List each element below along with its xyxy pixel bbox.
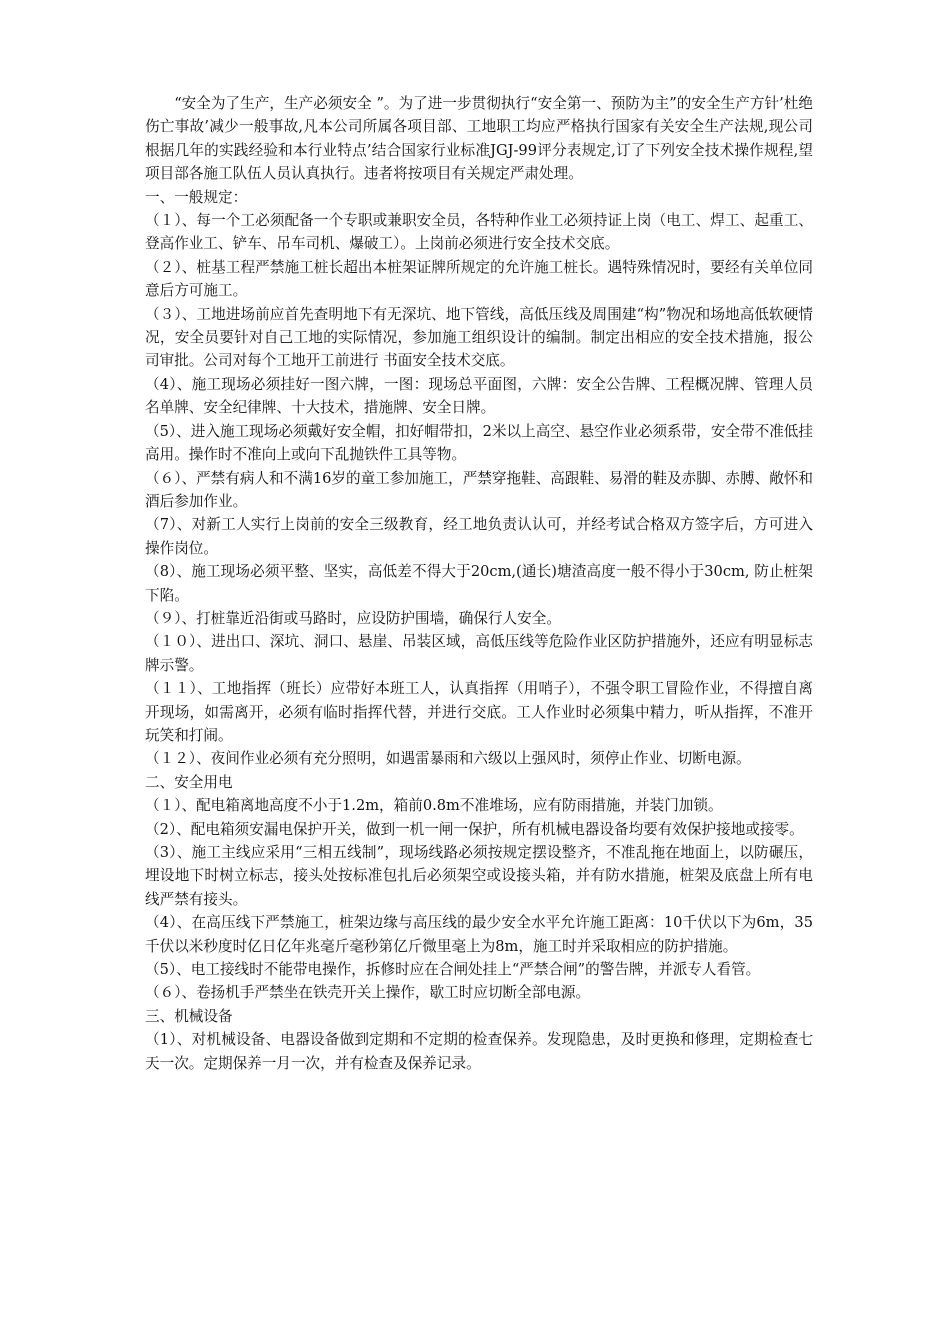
rule-item: （2）、配电箱须安漏电保护开关，做到一机一闸一保护，所有机械电器设备均要有效保护接地或接零。 <box>145 820 804 838</box>
section-electrical-safety <box>145 771 813 1005</box>
rule-item: （１２）、夜间作业必须有充分照明，如遇雷暴雨和六级以上强风时，须停止作业、切断电源。 <box>145 750 751 768</box>
rule-item: （２）、桩基工程严禁施工桩长超出本桩架证牌所规定的允许施工桩长。遇特殊情况时，要经有关单位同意后方可施工。 <box>145 258 813 300</box>
rule-item: （１０）、进出口、深坑、洞口、悬崖、吊装区域，高低压线等危险作业区防护措施外，还应有明显标志牌示警。 <box>145 633 813 674</box>
rule-item: （６）、卷扬机手严禁坐在铁壳开关上操作，歇工时应切断全部电源。 <box>145 984 591 1002</box>
rule-item: （６）、严禁有病人和不满16岁的童工参加施工，严禁穿拖鞋、高跟鞋、易滑的鞋及赤脚、赤膊、敞怀和酒后参加作业。 <box>145 469 813 510</box>
rule-item: （5）、电工接线时不能带电操作，拆修时应在合闸处挂上“严禁合闸”的警告牌，并派专人看管。 <box>145 961 761 979</box>
section-heading: 三、机械设备 <box>145 1007 233 1025</box>
section-machinery <box>145 1005 813 1075</box>
rule-item: （7）、对新工人实行上岗前的安全三级教育，经工地负责认认可，并经考试合格双方签字后，方可进入操作岗位。 <box>145 516 813 557</box>
rule-item: （１）、配电箱离地高度不小于1.2m，箱前0.8m不准堆场，应有防雨措施，并装门加锁。 <box>145 797 723 815</box>
section-heading: 一、一般规定： <box>145 188 248 206</box>
rule-item: （９）、打桩靠近沿街或马路时，应设防护围墙，确保行人安全。 <box>145 609 561 627</box>
rule-item: （3）、施工主线应采用“三相五线制”，现场线路必须按规定摆设整齐，不准乱拖在地面上，以防碾压，埋设地下时树立标志，接头处按标准包扎后必须架空或设接头箱，并有防水措施，桩架及底盘上所有电线严禁有接头。 <box>145 844 813 908</box>
rule-item: （8）、施工现场必须平整、坚实，高低差不得大于20cm,(通长)塘渣高度一般不得小于30cm, 防止桩架下陷。 <box>145 563 813 604</box>
rule-item: （5）、进入施工现场必须戴好安全帽，扣好帽带扣，2米以上高空、悬空作业必须系带，安全带不准低挂高用。操作时不准向上或向下乱抛铁件工具等物。 <box>145 422 813 464</box>
section-general-rules <box>145 186 813 771</box>
rule-item: （１１）、工地指挥（班长）应带好本班工人，认真指挥（用哨子），不强令职工冒险作业，不得擅自离开现场，如需离开，必须有临时指挥代替，并进行交底。工人作业时必须集中精力，听从指挥，不准开玩笑和打闹。 <box>145 680 813 744</box>
document-page <box>145 92 813 1075</box>
rule-item: （4）、在高压线下严禁施工，桩架边缘与高压线的最少安全水平允许施工距离：10千伏以下为6m，35千伏以米秒度时亿日亿年兆毫斤毫秒第亿斤微里毫上为8m，施工时并采取相应的防护措施。 <box>145 914 813 955</box>
rule-item: （1）、对机械设备、电器设备做到定期和不定期的检查保养。发现隐患，及时更换和修理，定期检查七天一次。定期保养一月一次，并有检查及保养记录。 <box>145 1031 813 1072</box>
rule-item: （4）、施工现场必须挂好一图六牌，一图：现场总平面图，六牌：安全公告牌、工程概况牌、管理人员名单牌、安全纪律牌、十大技术，措施牌、安全日牌。 <box>145 375 813 417</box>
rule-item: （１）、每一个工必须配备一个专职或兼职安全员，各特种作业工必须持证上岗（电工、焊工、起重工、登高作业工、铲车、吊车司机、爆破工）。上岗前必须进行安全技术交底。 <box>145 212 813 253</box>
rule-item: （３）、工地进场前应首先查明地下有无深坑、地下管线，高低压线及周围建“构”物况和场地高低软硬情况，安全员要针对自己工地的实际情况，参加施工组织设计的编制。制定出相应的安全技术措施，报公司审批。公司对每个工地开工前进行 书面安全技术交底。 <box>145 305 813 370</box>
section-heading: 二、安全用电 <box>145 773 233 791</box>
intro-paragraph: “安全为了生产，生产必须安全 ”。为了进一步贯彻执行“安全第一、预防为主”的安全生产方针’杜绝伤亡事故’减少一般事故,凡本公司所属各项目部、工地职工均应严格执行国家有关安全生产法规,现公司根据几年的实践经验和本行业特点’结合国家行业标准JGJ-99评分表规定,订了下列安全技术操作规程,望项目部各施工队伍人员认真执行。违者将按项目有关规定严肃处理。 <box>145 95 813 183</box>
